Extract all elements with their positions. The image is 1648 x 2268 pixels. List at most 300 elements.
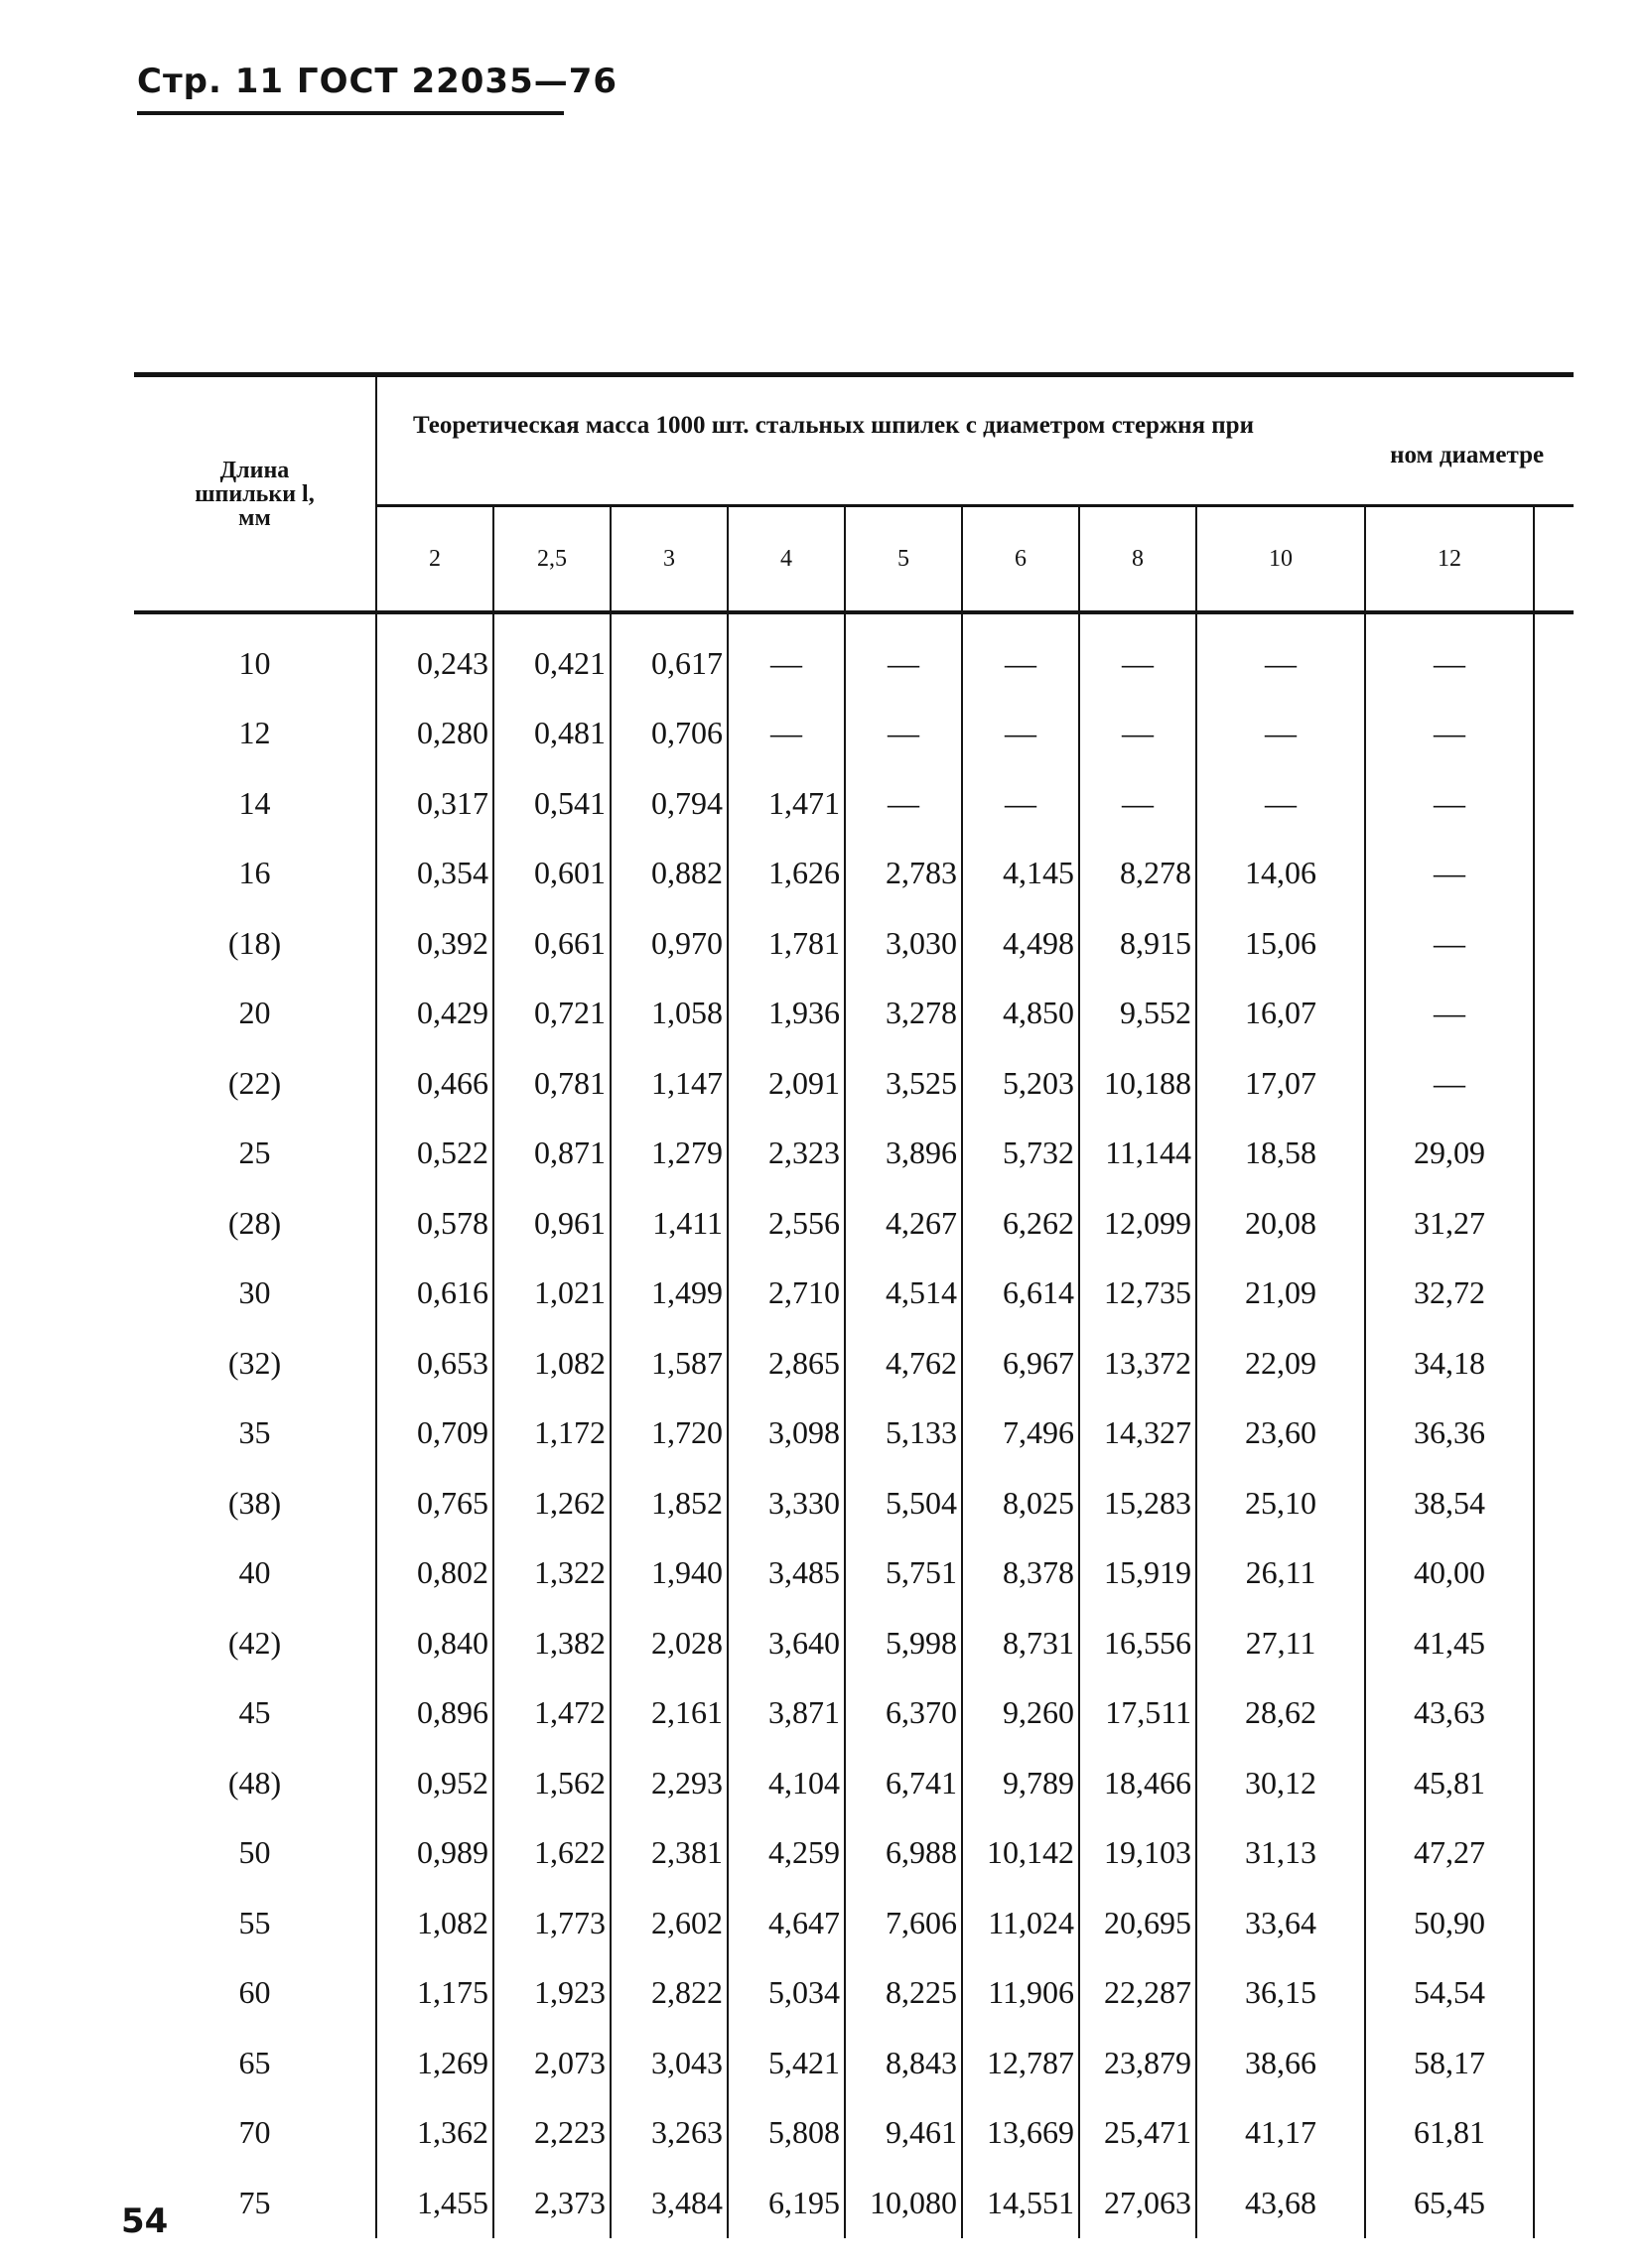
- mass-cell: 0,661: [493, 908, 611, 979]
- diameter-header-empty: [1534, 506, 1574, 613]
- mass-cell: 14,06: [1196, 839, 1365, 909]
- mass-cell: —: [845, 628, 962, 699]
- length-cell: 25: [134, 1119, 376, 1189]
- length-cell: (22): [134, 1048, 376, 1119]
- length-cell: 50: [134, 1818, 376, 1889]
- mass-cell: 6,370: [845, 1678, 962, 1749]
- mass-cell: 0,882: [611, 839, 728, 909]
- mass-cell: 0,653: [417, 1344, 488, 1381]
- mass-cell: 0,541: [493, 768, 611, 839]
- mass-cell: 0,354: [417, 855, 488, 891]
- mass-cell: 5,998: [845, 1608, 962, 1678]
- mass-cell: 3,030: [845, 908, 962, 979]
- mass-cell: 50,90: [1365, 1888, 1534, 1958]
- mass-cell: 11,144: [1079, 1119, 1196, 1189]
- length-cell: 14: [134, 768, 376, 839]
- mass-cell: 4,104: [728, 1748, 845, 1818]
- table-row: [134, 1399, 1574, 1469]
- mass-cell: 21,09: [1196, 1259, 1365, 1329]
- mass-cell: 0,243: [417, 644, 488, 681]
- length-header-line-1: Длина: [219, 457, 290, 483]
- mass-cell: 1,058: [611, 979, 728, 1049]
- table-row: [134, 1748, 1574, 1818]
- table-spacer-row: [134, 612, 1574, 628]
- mass-cell: 31,27: [1365, 1188, 1534, 1259]
- mass-cell: 1,626: [728, 839, 845, 909]
- mass-cell: 2,091: [728, 1048, 845, 1119]
- table-row: [134, 699, 1574, 769]
- mass-cell: 22,09: [1196, 1328, 1365, 1399]
- mass-cell: 4,498: [962, 908, 1079, 979]
- mass-cell: 0,317: [417, 784, 488, 821]
- mass-cell: 2,161: [611, 1678, 728, 1749]
- mass-cell: 6,967: [962, 1328, 1079, 1399]
- mass-cell: 6,988: [845, 1818, 962, 1889]
- mass-cell: 3,278: [845, 979, 962, 1049]
- mass-cell: 23,60: [1196, 1399, 1365, 1469]
- mass-cell: —: [1079, 628, 1196, 699]
- mass-cell: 1,021: [493, 1259, 611, 1329]
- mass-cell: 12,099: [1079, 1188, 1196, 1259]
- mass-cell: 1,362: [417, 2114, 488, 2151]
- trailing-empty-cell: [1534, 1328, 1574, 1399]
- mass-cell: 5,751: [845, 1538, 962, 1609]
- mass-cell: 40,00: [1365, 1538, 1534, 1609]
- mass-cell: —: [962, 768, 1079, 839]
- page-number: 54: [121, 2201, 169, 2241]
- mass-cell: —: [845, 699, 962, 769]
- mass-cell: 0,617: [611, 628, 728, 699]
- mass-cell: 16,07: [1196, 979, 1365, 1049]
- trailing-empty-cell: [1534, 908, 1574, 979]
- table-row: [134, 2168, 1574, 2238]
- diameter-header: 10: [1196, 506, 1365, 613]
- mass-cell: 2,602: [611, 1888, 728, 1958]
- table-row: [134, 1818, 1574, 1889]
- mass-cell: 1,269: [417, 2044, 488, 2080]
- mass-cell: 1,382: [493, 1608, 611, 1678]
- mass-cell: 0,280: [417, 715, 488, 751]
- mass-cell: 2,293: [611, 1748, 728, 1818]
- trailing-empty-cell: [1534, 1608, 1574, 1678]
- mass-cell: —: [962, 699, 1079, 769]
- mass-cell: —: [1079, 768, 1196, 839]
- mass-cell: 2,783: [845, 839, 962, 909]
- mass-cell: 13,669: [962, 2098, 1079, 2169]
- mass-cell: 0,578: [417, 1204, 488, 1241]
- mass-cell: 38,54: [1365, 1468, 1534, 1538]
- mass-cell: 15,06: [1196, 908, 1365, 979]
- mass-cell: 3,525: [845, 1048, 962, 1119]
- trailing-empty-cell: [1534, 2098, 1574, 2169]
- table-row: [134, 1678, 1574, 1749]
- table-row: [134, 1958, 1574, 2029]
- mass-cell: —: [1365, 1048, 1534, 1119]
- mass-cell: 32,72: [1365, 1259, 1534, 1329]
- mass-cell: 3,098: [728, 1399, 845, 1469]
- mass-cell: 7,496: [962, 1399, 1079, 1469]
- mass-cell: 12,787: [962, 2028, 1079, 2098]
- mass-cell: 18,466: [1079, 1748, 1196, 1818]
- mass-cell: 20,08: [1196, 1188, 1365, 1259]
- mass-cell: 58,17: [1365, 2028, 1534, 2098]
- mass-cell: 1,279: [611, 1119, 728, 1189]
- mass-cell: 45,81: [1365, 1748, 1534, 1818]
- mass-cell: 4,267: [845, 1188, 962, 1259]
- mass-cell: 0,721: [493, 979, 611, 1049]
- mass-cell: 20,695: [1079, 1888, 1196, 1958]
- trailing-empty-cell: [1534, 768, 1574, 839]
- table-row: [134, 1888, 1574, 1958]
- table-row: [134, 1048, 1574, 1119]
- mass-cell: 2,556: [728, 1188, 845, 1259]
- mass-cell: 1,622: [493, 1818, 611, 1889]
- mass-cell: 14,551: [962, 2168, 1079, 2238]
- mass-cell: —: [1365, 839, 1534, 909]
- table-row: [134, 1538, 1574, 1609]
- mass-cell: —: [1365, 908, 1534, 979]
- trailing-empty-cell: [1534, 628, 1574, 699]
- mass-cell: —: [1196, 768, 1365, 839]
- trailing-empty-cell: [1534, 1888, 1574, 1958]
- mass-cell: 47,27: [1365, 1818, 1534, 1889]
- mass-cell: 5,808: [728, 2098, 845, 2169]
- mass-cell: 6,741: [845, 1748, 962, 1818]
- mass-cell: 61,81: [1365, 2098, 1534, 2169]
- mass-cell: 3,484: [611, 2168, 728, 2238]
- mass-cell: 4,647: [728, 1888, 845, 1958]
- mass-cell: 29,09: [1365, 1119, 1534, 1189]
- mass-cell: 1,720: [611, 1399, 728, 1469]
- mass-cell: 10,142: [962, 1818, 1079, 1889]
- mass-cell: 8,025: [962, 1468, 1079, 1538]
- header-underline: [137, 111, 564, 115]
- mass-cell: 0,989: [417, 1834, 488, 1871]
- mass-cell: 3,330: [728, 1468, 845, 1538]
- table-row: [134, 1328, 1574, 1399]
- trailing-empty-cell: [1534, 2168, 1574, 2238]
- table-row: [134, 839, 1574, 909]
- diameter-header: 3: [611, 506, 728, 613]
- trailing-empty-cell: [1534, 1748, 1574, 1818]
- mass-cell: 30,12: [1196, 1748, 1365, 1818]
- trailing-empty-cell: [1534, 979, 1574, 1049]
- mass-cell: 17,07: [1196, 1048, 1365, 1119]
- mass-cell: 2,028: [611, 1608, 728, 1678]
- table-row: [134, 628, 1574, 699]
- mass-cell: 3,896: [845, 1119, 962, 1189]
- mass-cell: 6,614: [962, 1259, 1079, 1329]
- mass-cell: 10,080: [845, 2168, 962, 2238]
- mass-cell: 0,429: [417, 995, 488, 1031]
- mass-cell: 23,879: [1079, 2028, 1196, 2098]
- mass-cell: 9,461: [845, 2098, 962, 2169]
- table-row: [134, 979, 1574, 1049]
- mass-cell: 0,481: [493, 699, 611, 769]
- mass-cell: 3,640: [728, 1608, 845, 1678]
- mass-cell: 2,710: [728, 1259, 845, 1329]
- trailing-empty-cell: [1534, 1468, 1574, 1538]
- table-row: [134, 1608, 1574, 1678]
- mass-cell: 3,871: [728, 1678, 845, 1749]
- diameter-header: 5: [845, 506, 962, 613]
- trailing-empty-cell: [1534, 1188, 1574, 1259]
- mass-cell: 0,765: [417, 1484, 488, 1521]
- mass-cell: 8,843: [845, 2028, 962, 2098]
- trailing-empty-cell: [1534, 839, 1574, 909]
- mass-cell: 9,789: [962, 1748, 1079, 1818]
- length-cell: 35: [134, 1399, 376, 1469]
- table-row: [134, 1259, 1574, 1329]
- table-row: [134, 908, 1574, 979]
- mass-cell: 0,896: [417, 1694, 488, 1731]
- mass-cell: 22,287: [1079, 1958, 1196, 2029]
- diameter-header: 4: [728, 506, 845, 613]
- length-cell: 75: [134, 2168, 376, 2238]
- mass-cell: 4,762: [845, 1328, 962, 1399]
- mass-cell: 5,421: [728, 2028, 845, 2098]
- mass-cell: 1,773: [493, 1888, 611, 1958]
- mass-cell: 33,64: [1196, 1888, 1365, 1958]
- mass-cell: —: [728, 699, 845, 769]
- mass-cell: 3,263: [611, 2098, 728, 2169]
- length-cell: 30: [134, 1259, 376, 1329]
- mass-cell: 14,327: [1079, 1399, 1196, 1469]
- table-row: [134, 1188, 1574, 1259]
- mass-cell: 26,11: [1196, 1538, 1365, 1609]
- mass-cell: 2,323: [728, 1119, 845, 1189]
- length-cell: 65: [134, 2028, 376, 2098]
- mass-cell: 10,188: [1079, 1048, 1196, 1119]
- mass-cell: 0,616: [417, 1274, 488, 1311]
- mass-cell: 9,260: [962, 1678, 1079, 1749]
- mass-cell: 15,919: [1079, 1538, 1196, 1609]
- mass-cell: 8,378: [962, 1538, 1079, 1609]
- mass-cell: 27,11: [1196, 1608, 1365, 1678]
- mass-cell: 0,802: [417, 1554, 488, 1591]
- mass-cell: 2,822: [611, 1958, 728, 2029]
- mass-cell: —: [845, 768, 962, 839]
- mass-cell: 28,62: [1196, 1678, 1365, 1749]
- mass-cell: 1,082: [417, 1904, 488, 1940]
- mass-table-container: [134, 372, 1574, 2220]
- mass-cell: 1,852: [611, 1468, 728, 1538]
- mass-cell: 6,262: [962, 1188, 1079, 1259]
- mass-cell: 1,923: [493, 1958, 611, 2029]
- mass-group-header-line-1: Теоретическая масса 1000 шт. стальных шпилек с диаметром стержня при: [413, 412, 1254, 439]
- mass-cell: 11,906: [962, 1958, 1079, 2029]
- diameter-header: 12: [1365, 506, 1534, 613]
- table-row: [134, 1468, 1574, 1538]
- mass-cell: 1,455: [417, 2184, 488, 2220]
- mass-cell: 38,66: [1196, 2028, 1365, 2098]
- mass-group-header-line-2: ном диаметре: [1390, 442, 1545, 468]
- mass-cell: 0,952: [417, 1764, 488, 1801]
- table-row: [134, 2028, 1574, 2098]
- page-header: Стр. 11 ГОСТ 22035—76: [137, 62, 618, 101]
- length-cell: 55: [134, 1888, 376, 1958]
- mass-cell: 0,709: [417, 1414, 488, 1451]
- mass-cell: 0,466: [417, 1064, 488, 1101]
- mass-cell: 2,073: [493, 2028, 611, 2098]
- mass-cell: 36,36: [1365, 1399, 1534, 1469]
- length-header-line-2: шпильки l,: [195, 480, 315, 507]
- table-row: [134, 1119, 1574, 1189]
- mass-cell: 1,587: [611, 1328, 728, 1399]
- mass-cell: 1,262: [493, 1468, 611, 1538]
- mass-cell: 25,10: [1196, 1468, 1365, 1538]
- length-cell: (18): [134, 908, 376, 979]
- length-cell: 20: [134, 979, 376, 1049]
- mass-cell: 43,68: [1196, 2168, 1365, 2238]
- mass-cell: 0,871: [493, 1119, 611, 1189]
- length-cell: (38): [134, 1468, 376, 1538]
- mass-cell: —: [1365, 628, 1534, 699]
- mass-cell: 18,58: [1196, 1119, 1365, 1189]
- mass-cell: 1,562: [493, 1748, 611, 1818]
- mass-cell: 0,961: [493, 1188, 611, 1259]
- mass-cell: 8,731: [962, 1608, 1079, 1678]
- mass-cell: 8,278: [1079, 839, 1196, 909]
- table-row: [134, 768, 1574, 839]
- mass-cell: 1,472: [493, 1678, 611, 1749]
- mass-cell: —: [1196, 628, 1365, 699]
- mass-cell: 2,381: [611, 1818, 728, 1889]
- mass-cell: 5,732: [962, 1119, 1079, 1189]
- mass-cell: 1,499: [611, 1259, 728, 1329]
- mass-cell: 5,034: [728, 1958, 845, 2029]
- mass-cell: 1,940: [611, 1538, 728, 1609]
- diameter-header: 8: [1079, 506, 1196, 613]
- mass-cell: 1,471: [728, 768, 845, 839]
- mass-cell: 27,063: [1079, 2168, 1196, 2238]
- stud-mass-table: [134, 372, 1574, 2238]
- mass-cell: 5,504: [845, 1468, 962, 1538]
- length-cell: (32): [134, 1328, 376, 1399]
- mass-cell: 0,392: [417, 924, 488, 961]
- mass-cell: 2,223: [493, 2098, 611, 2169]
- mass-cell: 13,372: [1079, 1328, 1196, 1399]
- mass-cell: 1,082: [493, 1328, 611, 1399]
- mass-cell: 8,915: [1079, 908, 1196, 979]
- mass-cell: 5,133: [845, 1399, 962, 1469]
- mass-cell: —: [1079, 699, 1196, 769]
- mass-cell: 0,421: [493, 628, 611, 699]
- length-cell: 40: [134, 1538, 376, 1609]
- length-cell: (28): [134, 1188, 376, 1259]
- mass-group-header: [376, 375, 1574, 506]
- mass-cell: 17,511: [1079, 1678, 1196, 1749]
- trailing-empty-cell: [1534, 1259, 1574, 1329]
- mass-cell: 19,103: [1079, 1818, 1196, 1889]
- mass-cell: 0,970: [611, 908, 728, 979]
- trailing-empty-cell: [1534, 1119, 1574, 1189]
- length-cell: 16: [134, 839, 376, 909]
- mass-cell: 2,373: [493, 2168, 611, 2238]
- trailing-empty-cell: [1534, 1048, 1574, 1119]
- mass-cell: 36,15: [1196, 1958, 1365, 2029]
- length-cell: (48): [134, 1748, 376, 1818]
- diameter-header: 2: [376, 506, 493, 613]
- table-body: [134, 612, 1574, 2238]
- length-cell: 70: [134, 2098, 376, 2169]
- mass-cell: 1,411: [611, 1188, 728, 1259]
- mass-cell: 8,225: [845, 1958, 962, 2029]
- mass-cell: 4,850: [962, 979, 1079, 1049]
- trailing-empty-cell: [1534, 2028, 1574, 2098]
- length-cell: 10: [134, 628, 376, 699]
- mass-cell: 16,556: [1079, 1608, 1196, 1678]
- mass-cell: 1,175: [417, 1974, 488, 2011]
- mass-cell: —: [962, 628, 1079, 699]
- mass-cell: 0,601: [493, 839, 611, 909]
- trailing-empty-cell: [1534, 1958, 1574, 2029]
- mass-cell: —: [1365, 768, 1534, 839]
- length-column-header: [134, 375, 376, 613]
- mass-cell: 15,283: [1079, 1468, 1196, 1538]
- mass-cell: 1,147: [611, 1048, 728, 1119]
- mass-cell: 12,735: [1079, 1259, 1196, 1329]
- mass-cell: 4,259: [728, 1818, 845, 1889]
- mass-cell: 4,514: [845, 1259, 962, 1329]
- mass-cell: 1,936: [728, 979, 845, 1049]
- diameter-header: 6: [962, 506, 1079, 613]
- trailing-empty-cell: [1534, 1399, 1574, 1469]
- mass-cell: 34,18: [1365, 1328, 1534, 1399]
- mass-cell: 1,781: [728, 908, 845, 979]
- mass-cell: 0,781: [493, 1048, 611, 1119]
- mass-cell: 0,840: [417, 1624, 488, 1661]
- trailing-empty-cell: [1534, 1538, 1574, 1609]
- mass-cell: 1,322: [493, 1538, 611, 1609]
- trailing-empty-cell: [1534, 1818, 1574, 1889]
- length-cell: (42): [134, 1608, 376, 1678]
- mass-cell: 25,471: [1079, 2098, 1196, 2169]
- trailing-empty-cell: [1534, 1678, 1574, 1749]
- mass-cell: 3,485: [728, 1538, 845, 1609]
- mass-cell: 9,552: [1079, 979, 1196, 1049]
- mass-cell: 1,172: [493, 1399, 611, 1469]
- length-header-line-3: мм: [238, 504, 271, 531]
- mass-cell: 54,54: [1365, 1958, 1534, 2029]
- mass-cell: 41,45: [1365, 1608, 1534, 1678]
- trailing-empty-cell: [1534, 699, 1574, 769]
- mass-cell: 7,606: [845, 1888, 962, 1958]
- mass-cell: 5,203: [962, 1048, 1079, 1119]
- length-cell: 45: [134, 1678, 376, 1749]
- diameter-header: 2,5: [493, 506, 611, 613]
- mass-cell: 0,522: [417, 1134, 488, 1171]
- mass-cell: —: [728, 628, 845, 699]
- mass-cell: 3,043: [611, 2028, 728, 2098]
- mass-cell: 6,195: [728, 2168, 845, 2238]
- length-cell: 60: [134, 1958, 376, 2029]
- mass-cell: 4,145: [962, 839, 1079, 909]
- mass-cell: 41,17: [1196, 2098, 1365, 2169]
- mass-cell: —: [1365, 699, 1534, 769]
- mass-cell: 65,45: [1365, 2168, 1534, 2238]
- mass-cell: 0,794: [611, 768, 728, 839]
- mass-cell: 2,865: [728, 1328, 845, 1399]
- length-cell: 12: [134, 699, 376, 769]
- table-header-row-group: [134, 375, 1574, 506]
- mass-cell: 0,706: [611, 699, 728, 769]
- table-row: [134, 2098, 1574, 2169]
- mass-cell: 11,024: [962, 1888, 1079, 1958]
- mass-cell: —: [1365, 979, 1534, 1049]
- mass-cell: 31,13: [1196, 1818, 1365, 1889]
- mass-cell: —: [1196, 699, 1365, 769]
